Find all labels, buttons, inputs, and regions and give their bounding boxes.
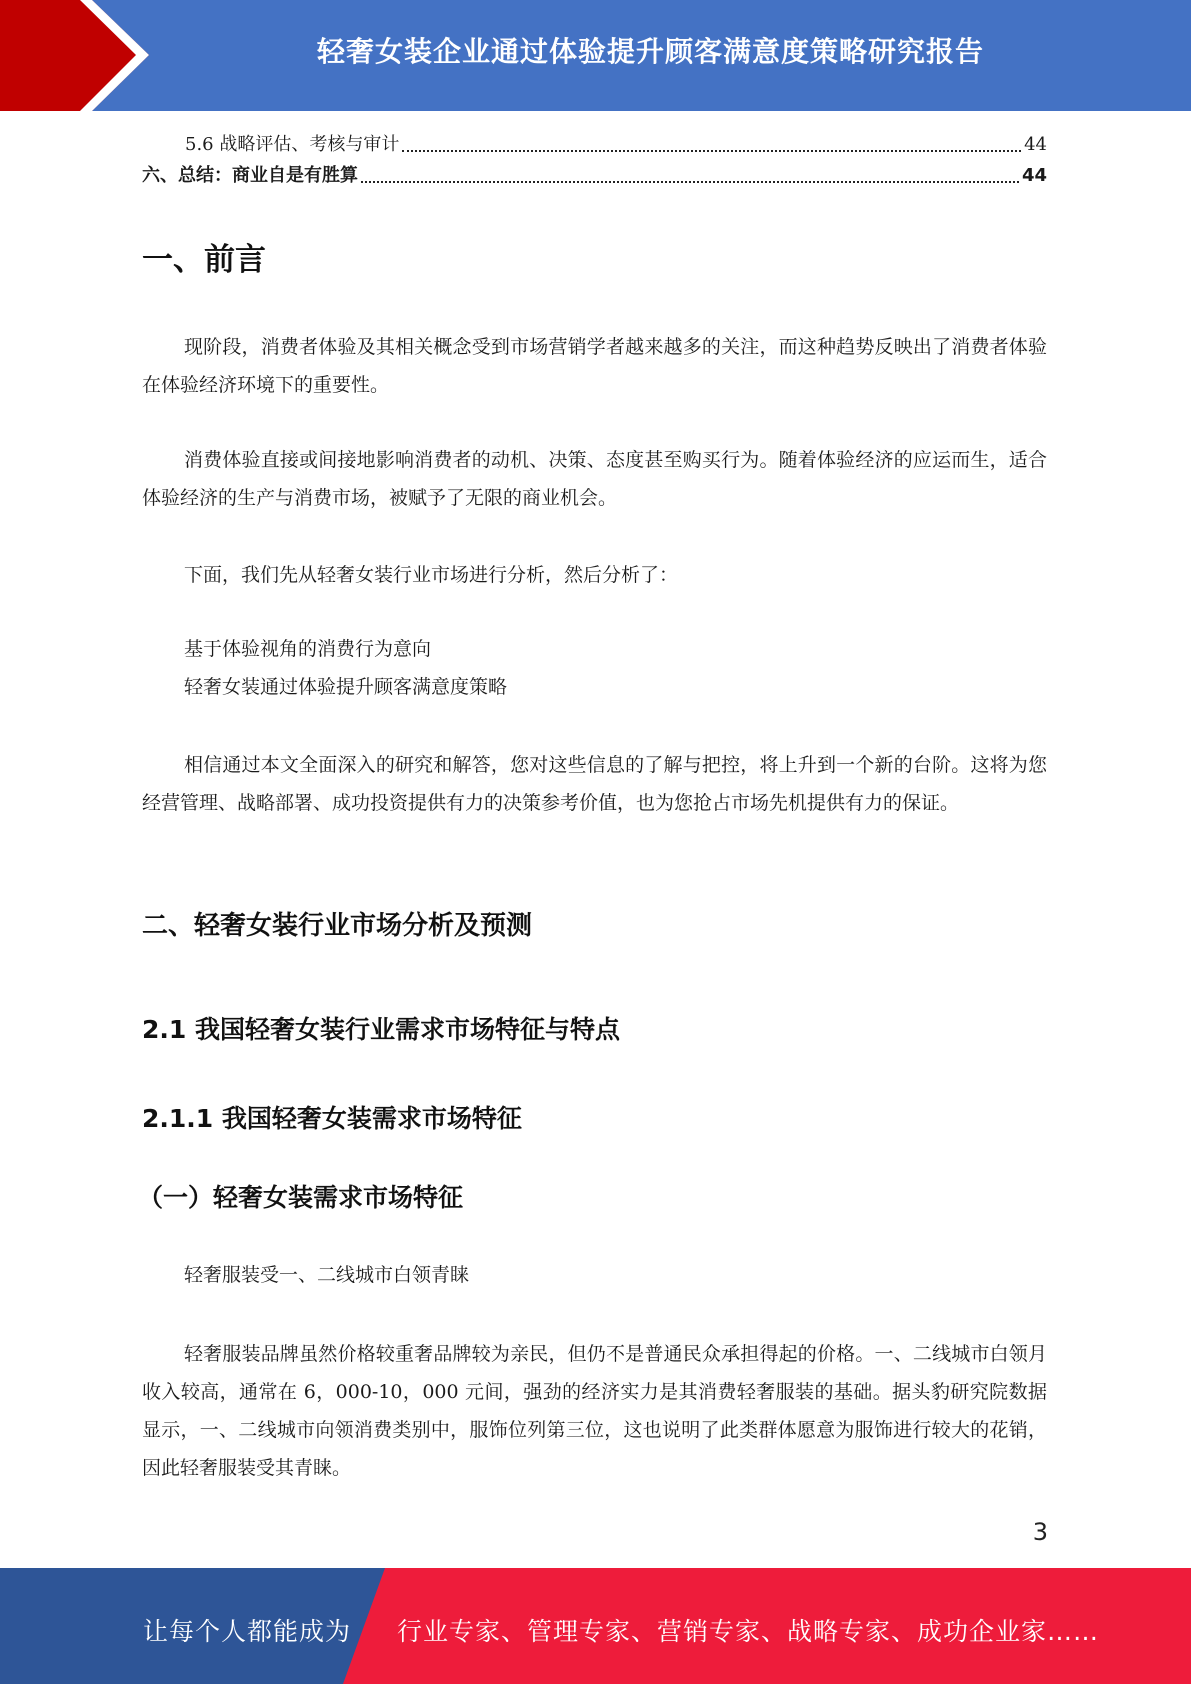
footer-banner	[0, 1568, 1191, 1684]
toc-entry-label: 5.6 战略评估、考核与审计	[185, 134, 400, 155]
footer-slogan-right: 行业专家、管理专家、营销专家、战略专家、成功企业家……	[397, 1617, 1100, 1646]
subsubsection-heading: 2.1.1 我国轻奢女装需求市场特征	[142, 1104, 522, 1133]
topic-heading: （一）轻奢女装需求市场特征	[138, 1183, 464, 1212]
body-paragraph: 相信通过本文全面深入的研究和解答，您对这些信息的了解与把控，将上升到一个新的台阶。这将为您经营管理、战略部署、成功投资提供有力的决策参考价值，也为您抢占市场先机提供有力的保证。	[142, 754, 1047, 814]
toc-entry[interactable]	[142, 130, 1047, 156]
body-paragraph: 下面，我们先从轻奢女装行业市场进行分析，然后分析了：	[184, 564, 679, 586]
toc-entry[interactable]	[142, 161, 1047, 187]
footer-slogan-left: 让每个人都能成为	[143, 1617, 352, 1646]
section-heading-market-analysis: 二、轻奢女装行业市场分析及预测	[142, 911, 533, 941]
body-paragraph: 现阶段，消费者体验及其相关概念受到市场营销学者越来越多的关注，而这种趋势反映出了消费者体验在体验经济环境下的重要性。	[142, 336, 1047, 396]
page-number: 3	[1032, 1518, 1048, 1546]
header-banner	[0, 0, 1191, 111]
toc-entry-page: 44	[1021, 165, 1047, 186]
body-paragraph: 轻奢服装受一、二线城市白领青睐	[184, 1264, 470, 1286]
body-paragraph: 消费体验直接或间接地影响消费者的动机、决策、态度甚至购买行为。随着体验经济的应运而生，适合体验经济的生产与消费市场，被赋予了无限的商业机会。	[142, 449, 1047, 509]
toc-entry-label: 六、总结：商业自是有胜算	[142, 165, 358, 186]
section-heading-preface: 一、前言	[142, 242, 266, 278]
subsection-heading: 2.1 我国轻奢女装行业需求市场特征与特点	[142, 1015, 620, 1044]
header-title: 轻奢女装企业通过体验提升顾客满意度策略研究报告	[316, 35, 984, 68]
toc-entry-page: 44	[1024, 134, 1047, 155]
toc-leader-dots	[402, 150, 1021, 152]
body-paragraph: 轻奢服装品牌虽然价格较重奢品牌较为亲民，但仍不是普通民众承担得起的价格。一、二线城市白领月收入较高，通常在 6，000-10，000 元间，强劲的经济实力是其消费轻奢服装的基础。据头豹研究院数据显示，一、二线城市向领消费类别中，服饰位列第三位，这也说明了此类群体愿意为服饰进行较大的花销，因此轻奢服装受其青睐。	[142, 1343, 1047, 1479]
list-item: 基于体验视角的消费行为意向	[184, 638, 432, 660]
list-item: 轻奢女装通过体验提升顾客满意度策略	[184, 676, 508, 698]
toc-leader-dots	[361, 181, 1019, 183]
